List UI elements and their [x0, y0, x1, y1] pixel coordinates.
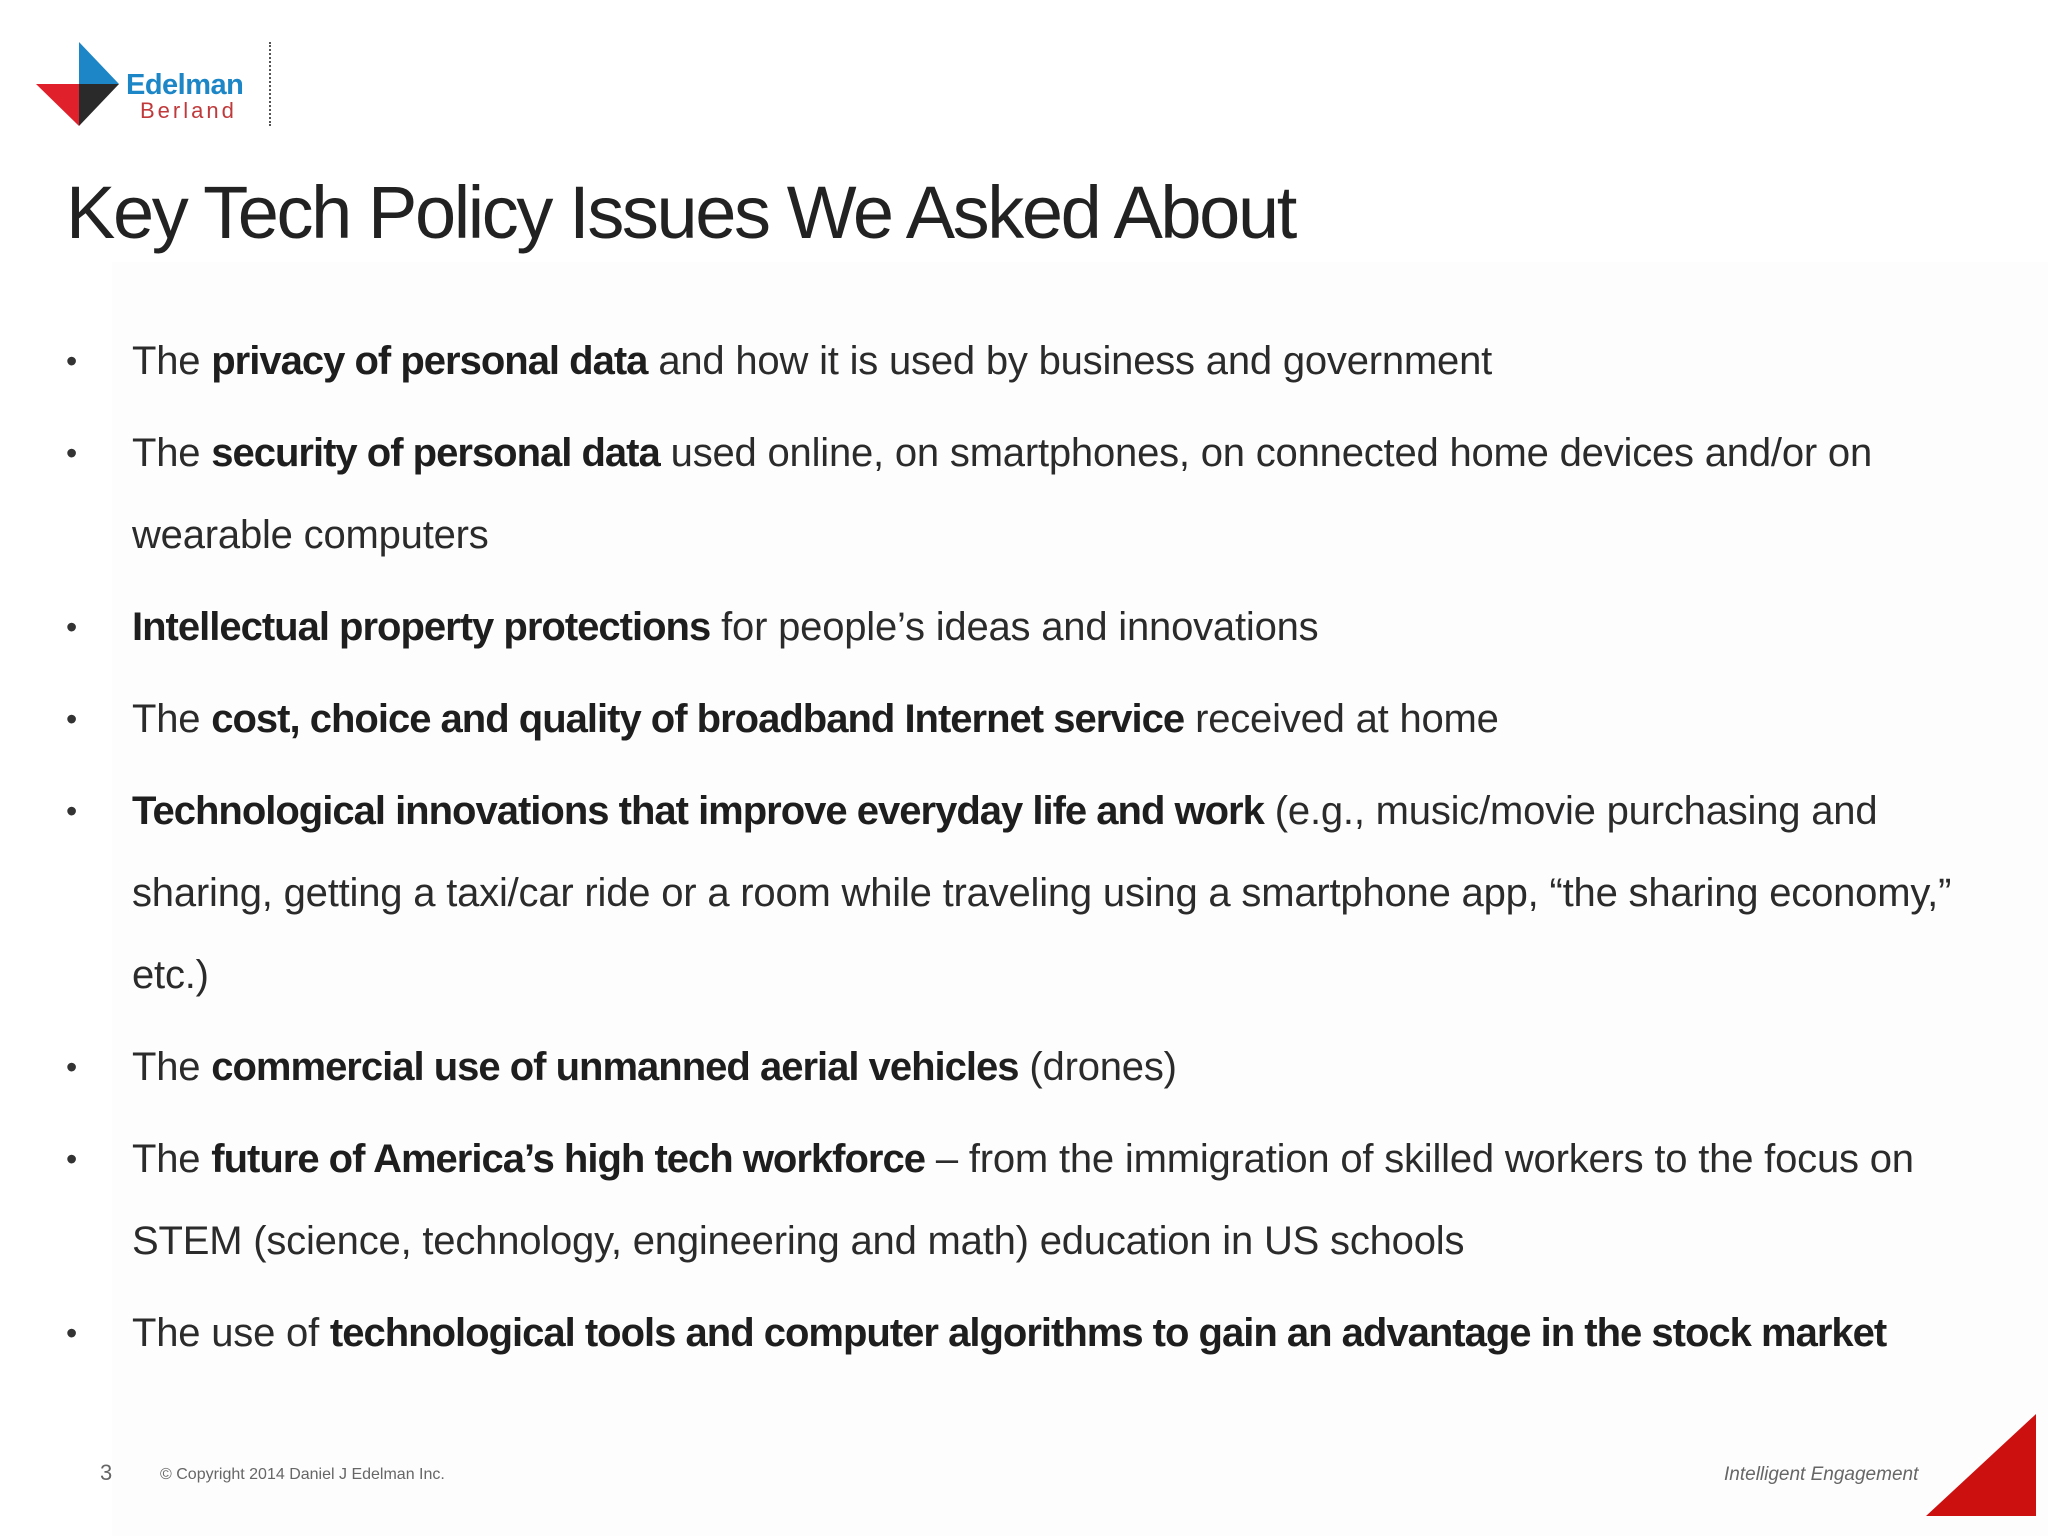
list-item — [66, 586, 1966, 668]
logo-word-edelman: Edelman — [126, 69, 244, 101]
bullet-icon: • — [66, 609, 78, 645]
slide-title: Key Tech Policy Issues We Asked About — [66, 171, 1295, 254]
list-item — [66, 678, 1966, 760]
item-trailing-text: (e.g., music/movie purchasing and sharing, getting a taxi/car ride or a room while traveling using a smartphone app, “the sharing economy,” etc.) — [132, 789, 1952, 997]
bullet-icon: • — [66, 1141, 78, 1177]
logo-divider — [269, 42, 271, 126]
item-lead-text: The — [132, 697, 212, 741]
item-lead-text: The use of — [132, 1311, 330, 1355]
item-lead-text: The — [132, 431, 212, 475]
logo-word-berland: Berland — [140, 98, 237, 123]
item-emphasis-text: future of America’s high tech workforce — [211, 1137, 925, 1181]
bullet-icon: • — [66, 701, 78, 737]
footer-tagline: Intelligent Engagement — [1724, 1464, 1919, 1485]
list-item — [66, 412, 1966, 576]
item-trailing-text: and how it is used by business and government — [647, 339, 1493, 383]
item-lead-text: The — [132, 1137, 212, 1181]
bullet-icon: • — [66, 793, 78, 829]
logo-mark-icon — [36, 42, 126, 132]
issue-list — [66, 320, 1966, 1384]
item-emphasis-text: technological tools and computer algorithms to gain an advantage in the stock market — [329, 1311, 1887, 1355]
list-item — [66, 1292, 1966, 1374]
item-lead-text: The — [132, 339, 212, 383]
copyright-notice: © Copyright 2014 Daniel J Edelman Inc. — [160, 1466, 445, 1483]
item-emphasis-text: privacy of personal data — [211, 339, 648, 383]
item-emphasis-text: Intellectual property protections — [132, 605, 711, 649]
bullet-icon: • — [66, 1315, 78, 1351]
bullet-icon: • — [66, 1049, 78, 1085]
bullet-icon: • — [66, 435, 78, 471]
corner-triangle-icon — [1926, 1414, 2036, 1516]
page-number: 3 — [100, 1460, 113, 1485]
item-trailing-text: (drones) — [1018, 1045, 1177, 1089]
edelman-berland-logo — [36, 42, 276, 132]
bullet-icon: • — [66, 343, 78, 379]
item-trailing-text: used online, on smartphones, on connected home devices and/or on wearable computers — [132, 431, 1872, 557]
item-emphasis-text: cost, choice and quality of broadband Internet service — [211, 697, 1185, 741]
list-item — [66, 320, 1966, 402]
item-emphasis-text: commercial use of unmanned aerial vehicles — [211, 1045, 1019, 1089]
item-trailing-text: for people’s ideas and innovations — [710, 605, 1319, 649]
list-item — [66, 1026, 1966, 1108]
item-trailing-text: received at home — [1184, 697, 1499, 741]
list-item — [66, 770, 1966, 1016]
item-emphasis-text: security of personal data — [211, 431, 660, 475]
item-lead-text: The — [132, 1045, 212, 1089]
item-trailing-text: – from the immigration of skilled workers to the focus on STEM (science, technology, engineering and math) education in US schools — [132, 1137, 1914, 1263]
list-item — [66, 1118, 1966, 1282]
item-emphasis-text: Technological innovations that improve everyday life and work — [132, 789, 1264, 833]
